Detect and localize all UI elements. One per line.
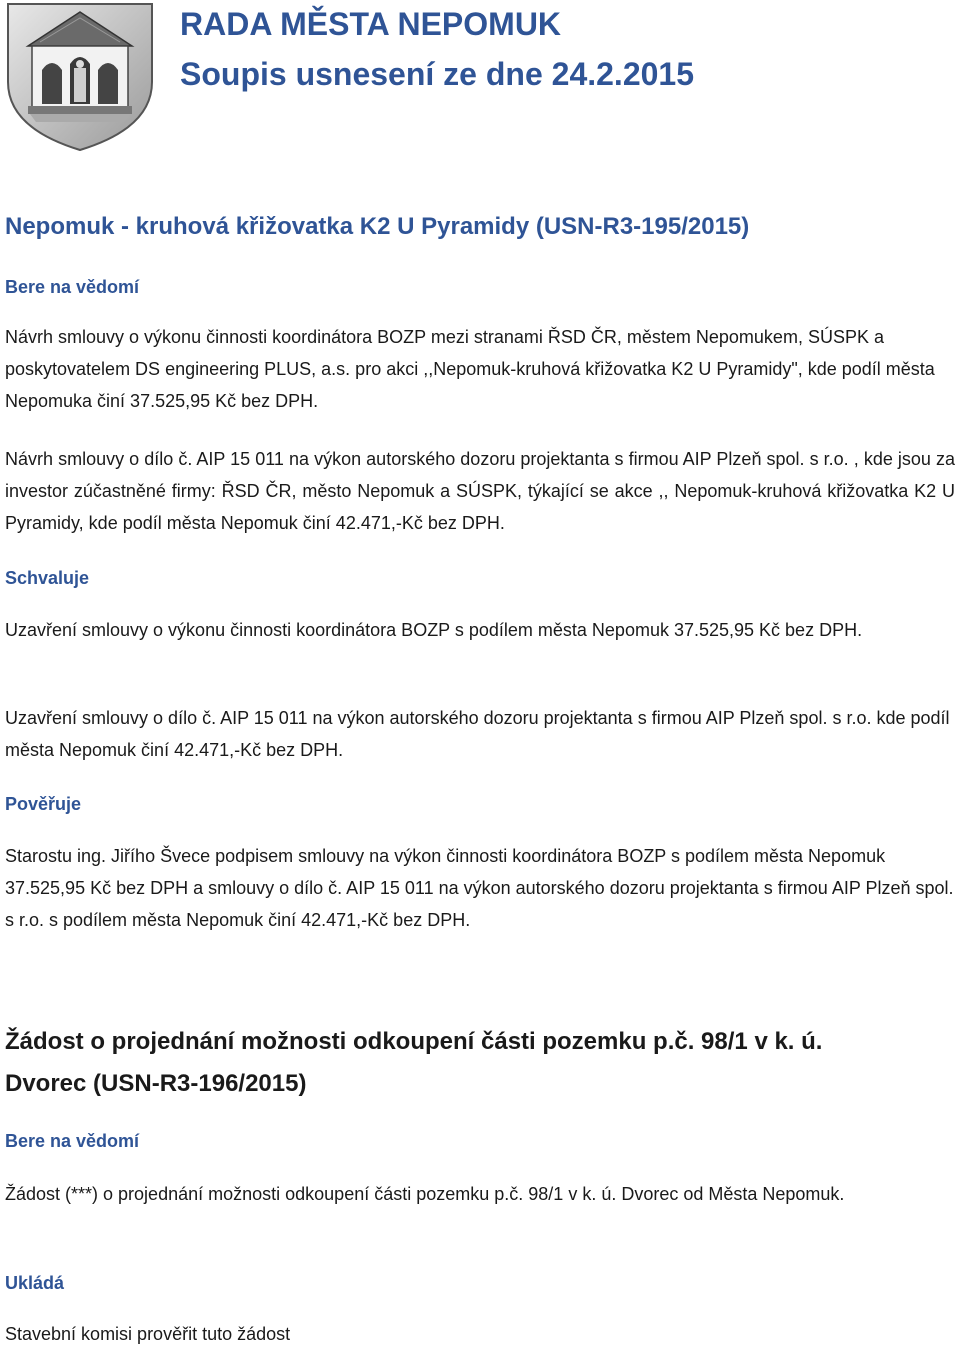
section-heading-kruhova-krizovatka: Nepomuk - kruhová křižovatka K2 U Pyramidy (USN-R3-195/2015)	[5, 213, 750, 240]
town-crest-icon	[0, 0, 160, 152]
paragraph-uzavreni-dilo: Uzavření smlouvy o dílo č. AIP 15 011 na výkon autorského dozoru projektanta s firmou AIP Plzeň spol. s r.o. kde podíl města Nepomuk činí 42.471,-Kč bez DPH.	[5, 708, 950, 760]
label-poveruje: Pověřuje	[5, 794, 82, 814]
paragraph-smlouva-o-dilo: Návrh smlouvy o dílo č. AIP 15 011 na výkon autorského dozoru projektanta s firmou AIP Plzeň spol. s r.o. , kde jsou za investor zúčastněné firmy: ŘSD ČR, město Nepomuk a SÚSPK, týkající se akce ,, Nepomuk-kruhová křižovatka K2 U Pyramidy, kde podíl města Nepomuk činí 42.471,-Kč bez DPH.	[5, 449, 955, 533]
section-heading-zadost-line1: Žádost o projednání možnosti odkoupení části pozemku p.č. 98/1 v k. ú.	[5, 1028, 823, 1055]
label-schvaluje: Schvaluje	[5, 568, 90, 588]
label-uklada: Ukládá	[5, 1273, 65, 1293]
paragraph-stavebni-komise: Stavební komisi prověřit tuto žádost	[5, 1324, 291, 1344]
label-bere-na-vedomi-2: Bere na vědomí	[5, 1131, 140, 1151]
label-bere-na-vedomi: Bere na vědomí	[5, 277, 140, 297]
paragraph-uzavreni-bozp: Uzavření smlouvy o výkonu činnosti koordinátora BOZP s podílem města Nepomuk 37.525,95 Kč bez DPH.	[5, 620, 863, 640]
paragraph-starosta: Starostu ing. Jiřího Švece podpisem smlouvy na výkon činnosti koordinátora BOZP s podílem města Nepomuk 37.525,95 Kč bez DPH a smlouvy o dílo č. AIP 15 011 na výkon autorského dozoru projektanta s firmou AIP Plzeň spol. s r.o. s podílem města Nepomuk činí 42.471,-Kč bez DPH.	[5, 846, 954, 930]
paragraph-smlouva-bozp: Návrh smlouvy o výkonu činnosti koordinátora BOZP mezi stranami ŘSD ČR, městem Nepomukem, SÚSPK a poskytovatelem DS engineering PLUS, a.s. pro akci ,,Nepomuk-kruhová křižovatka K2 U Pyramidy", kde podíl města Nepomuka činí 37.525,95 Kč bez DPH.	[5, 327, 935, 411]
document-title: RADA MĚSTA NEPOMUK	[180, 6, 562, 42]
document-subtitle: Soupis usnesení ze dne 24.2.2015	[180, 56, 694, 92]
paragraph-zadost: Žádost (***) o projednání možnosti odkoupení části pozemku p.č. 98/1 v k. ú. Dvorec od Města Nepomuk.	[5, 1184, 845, 1204]
section-heading-zadost-line2: Dvorec (USN-R3-196/2015)	[5, 1070, 307, 1097]
